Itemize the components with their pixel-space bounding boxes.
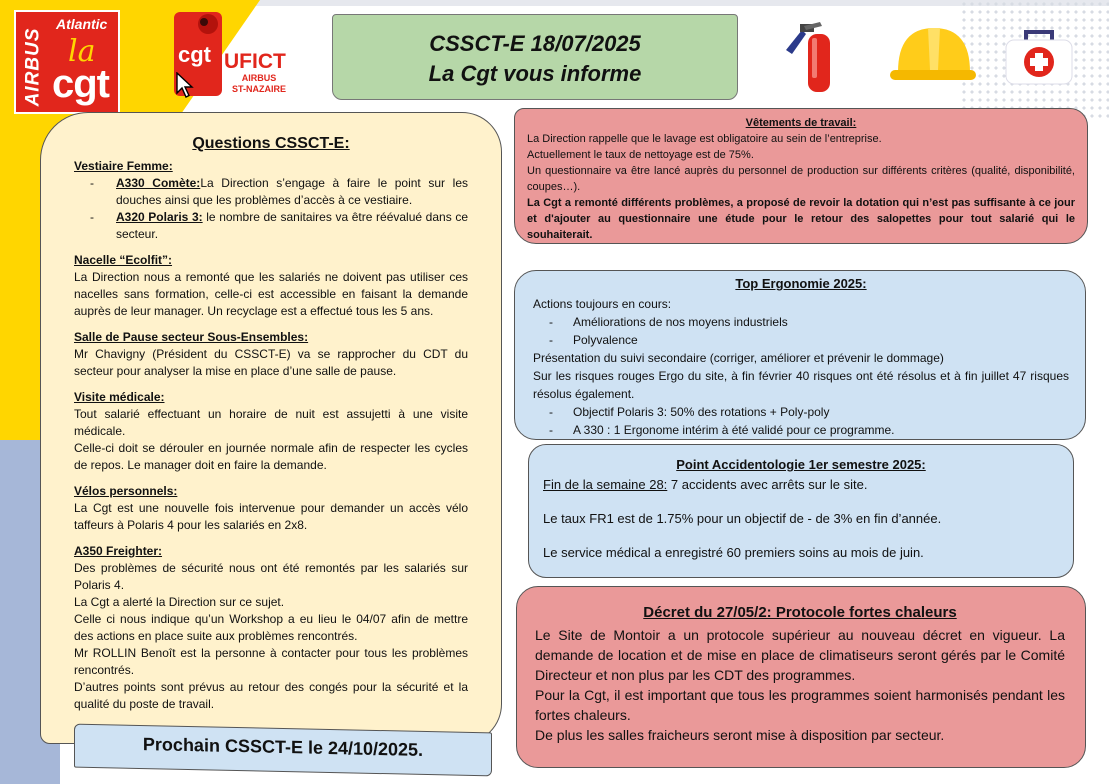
velos-heading: Vélos personnels: bbox=[74, 484, 178, 498]
list-item-label: A330 Comète: bbox=[116, 176, 201, 190]
accidentologie-line: Le taux FR1 est de 1.75% pour un objectif de - de 3% en fin d’année. bbox=[543, 511, 942, 526]
list-item-text: A 330 : 1 Ergonome intérim à été validé pour ce programme. bbox=[573, 423, 895, 437]
list-item-text bbox=[116, 209, 468, 243]
vestiaire-heading: Vestiaire Femme: bbox=[74, 159, 173, 173]
vetements-cgt-text: La Cgt a remonté différents problèmes, a proposé de revoir la dotation qui n’est pas suffisante à ce jour et d'ajouter au questionnaire une étude pour le retour des salopettes pour tout salarié qui le souhaiterait. bbox=[527, 197, 1075, 241]
decret-title: Décret du 27/05/2: Protocole fortes chaleurs bbox=[643, 604, 957, 621]
page-subtitle: La Cgt vous informe bbox=[428, 61, 642, 86]
accidentologie-line: Le service médical a enregistré 60 premiers soins au mois de juin. bbox=[543, 545, 924, 560]
title-box bbox=[332, 14, 738, 100]
logo-atlantic-text: Atlantic bbox=[56, 16, 108, 32]
vetements-line: Actuellement le taux de nettoyage est de 75%. bbox=[527, 149, 754, 161]
list-dash: - bbox=[549, 333, 553, 347]
salle-pause-text: Mr Chavigny (Président du CSSCT-E) va se rapprocher du CDT du secteur pour analyser la mise en place d’une salle de pause. bbox=[74, 347, 468, 378]
list-item bbox=[533, 313, 1069, 331]
velos-text: La Cgt est une nouvelle fois intervenue pour demander un accès vélo taffeurs à Polaris 4 pour les salariés en 2x8. bbox=[74, 501, 468, 532]
decret-paragraph: Pour la Cgt, il est important que tous les programmes soient harmonisés pendant les fortes chaleurs. bbox=[535, 687, 1065, 723]
ufict-subtitle-line1: AIRBUS bbox=[241, 73, 277, 83]
ergonomie-line: Présentation du suivi secondaire (corriger, améliorer et prévenir le dommage) bbox=[533, 351, 944, 365]
visite-text-1: Tout salarié effectuant un horaire de nuit est assujetti à une visite médicale. bbox=[74, 407, 468, 438]
list-item-text: Objectif Polaris 3: 50% des rotations + Poly-poly bbox=[573, 405, 830, 419]
list-item-label: A320 Polaris 3: bbox=[116, 210, 203, 224]
ergonomie-intro: Actions toujours en cours: bbox=[533, 297, 672, 311]
list-item-text bbox=[116, 175, 468, 209]
accidentologie-value: 7 accidents avec arrêts sur le site. bbox=[667, 477, 868, 492]
ufict-subtitle-line2: ST-NAZAIRE bbox=[232, 84, 286, 94]
ufict-cgt-text: cgt bbox=[178, 42, 211, 67]
fire-extinguisher-icon bbox=[780, 16, 840, 96]
vetements-panel bbox=[514, 108, 1088, 244]
vetements-line: Un questionnaire va être lancé auprès du personnel de production sur différents critères (qualité, disponibilité, coupes…). bbox=[527, 165, 1075, 193]
ergonomie-title: Top Ergonomie 2025: bbox=[735, 276, 867, 291]
visite-text-2: Celle-ci doit se dérouler en journée normale afin de respecter les cycles de repos. Le manager doit en faire la demande. bbox=[74, 441, 468, 472]
list-item-text: Améliorations de nos moyens industriels bbox=[573, 315, 788, 329]
a350-heading: A350 Freighter: bbox=[74, 544, 163, 558]
logo-airbus-text: AIRBUS bbox=[22, 27, 44, 107]
airbus-cgt-logo bbox=[14, 10, 120, 114]
list-dash: - bbox=[549, 405, 553, 419]
decret-paragraph: De plus les salles fraicheurs seront mise à disposition par secteur. bbox=[535, 727, 945, 743]
ufict-name: UFICT bbox=[224, 50, 286, 73]
accidentologie-panel bbox=[528, 444, 1074, 578]
list-dash: - bbox=[90, 176, 94, 190]
accidentologie-title: Point Accidentologie 1er semestre 2025: bbox=[676, 457, 926, 472]
accidentologie-label: Fin de la semaine 28: bbox=[543, 477, 668, 492]
list-item bbox=[533, 403, 1069, 421]
a350-line: D’autres points sont prévus au retour des congés pour la sécurité et la qualité du poste de travail. bbox=[74, 680, 468, 711]
ufict-subtitle bbox=[232, 73, 286, 95]
hard-hat-icon bbox=[888, 20, 978, 86]
vetements-title: Vêtements de travail: bbox=[745, 117, 857, 129]
next-meeting-text: Prochain CSSCT-E le 24/10/2025. bbox=[142, 734, 424, 760]
logo-la-text: la bbox=[68, 34, 96, 69]
first-aid-kit-icon bbox=[1004, 28, 1074, 86]
list-dash: - bbox=[549, 315, 553, 329]
list-item bbox=[533, 421, 1069, 439]
ergonomie-panel bbox=[514, 270, 1086, 440]
nacelle-heading: Nacelle “Ecolfit”: bbox=[74, 253, 173, 267]
list-item bbox=[533, 331, 1069, 349]
questions-panel bbox=[40, 112, 502, 744]
decret-panel bbox=[516, 586, 1086, 768]
list-dash: - bbox=[90, 210, 94, 224]
poppy-icon bbox=[174, 12, 222, 42]
list-item-text: Polyvalence bbox=[573, 333, 638, 347]
visite-heading: Visite médicale: bbox=[74, 390, 165, 404]
list-item-body: La Direction s’engage à faire le point sur les douches ainsi que les problèmes d’accès à ce vestiaire. bbox=[116, 176, 469, 207]
list-item bbox=[74, 209, 468, 243]
a350-line: Celle ci nous indique qu’un Workshop a eu lieu le 04/07 afin de mettre des actions en place suite aux problèmes rencontrés. bbox=[74, 612, 468, 643]
a350-line: Des problèmes de sécurité nous ont été remontés par les salariés sur Polaris 4. bbox=[74, 561, 468, 592]
a350-line: La Cgt a alerté la Direction sur ce sujet. bbox=[74, 595, 285, 609]
ergonomie-line: Sur les risques rouges Ergo du site, à fin février 40 risques ont été résolus et à fin juillet 47 risques résolus également. bbox=[533, 369, 1069, 401]
list-item bbox=[74, 175, 468, 209]
accidentologie-line bbox=[543, 476, 1059, 494]
nacelle-text: La Direction nous a remonté que les salariés ne doivent pas utiliser ces nacelles sans formation, celle-ci est accessible en faisant la demande auprès de leur manager. Un recyclage est a effectué tous les 5 ans. bbox=[74, 270, 468, 318]
questions-title: Questions CSSCT-E: bbox=[192, 135, 350, 152]
list-item-body: le nombre de sanitaires va être réévalué dans ce secteur. bbox=[116, 210, 468, 241]
mouse-cursor-icon bbox=[176, 72, 194, 98]
decret-paragraph: Le Site de Montoir a un protocole supérieur au nouveau décret en vigueur. La demande de location et de mise en place de climatiseurs seront gérés par le Comité Directeur et non plus par les CDT des programmes. bbox=[535, 627, 1065, 683]
logo-cgt-text: cgt bbox=[52, 62, 109, 106]
salle-pause-heading: Salle de Pause secteur Sous-Ensembles: bbox=[74, 330, 309, 344]
page-title: CSSCT-E 18/07/2025 bbox=[429, 31, 641, 56]
vetements-line: La Direction rappelle que le lavage est obligatoire au sein de l’entreprise. bbox=[527, 133, 882, 145]
a350-line: Mr ROLLIN Benoît est la personne à contacter pour tous les problèmes rencontrés. bbox=[74, 646, 468, 677]
next-meeting-banner bbox=[74, 724, 492, 777]
list-dash: - bbox=[549, 423, 553, 437]
